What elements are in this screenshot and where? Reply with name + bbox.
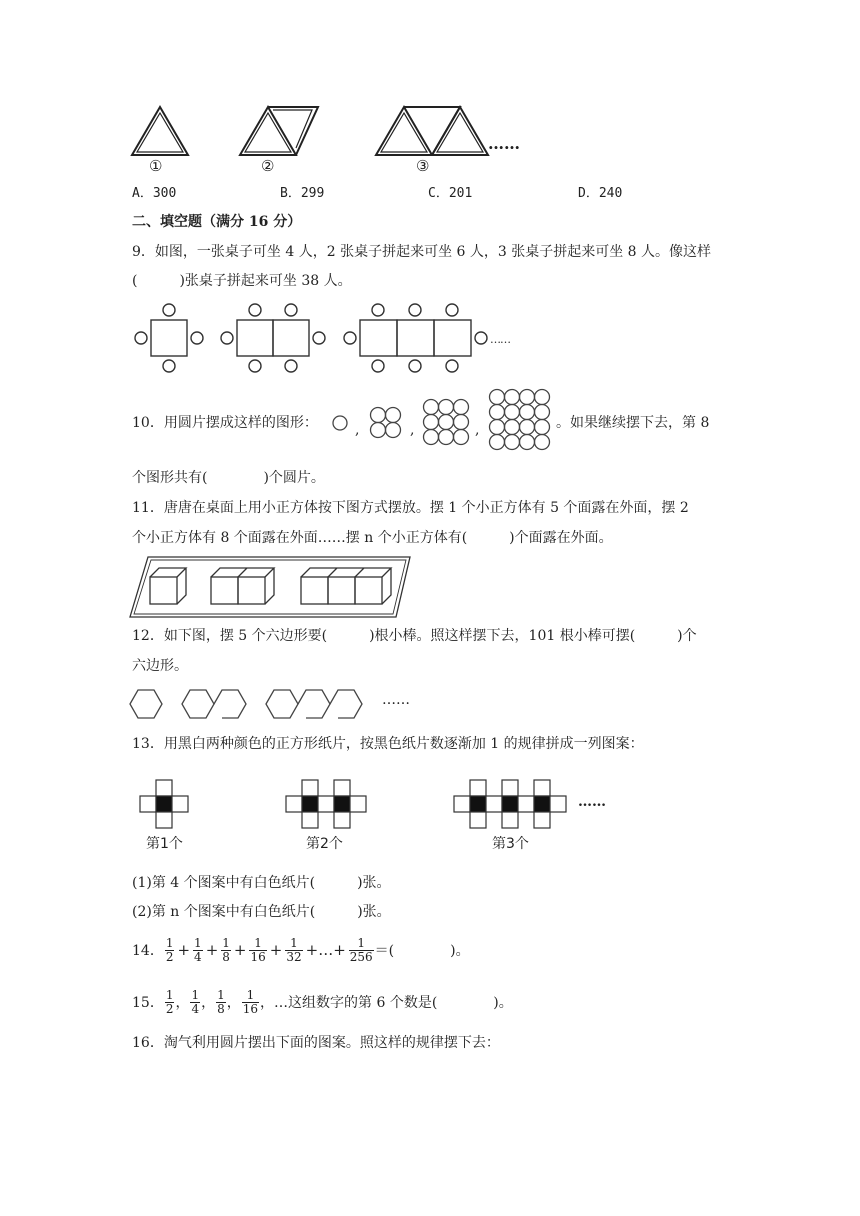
q13-ellipsis: …… [578, 794, 606, 810]
q13-sub1: (1)第 4 个图案中有白色纸片( )张。 [132, 875, 391, 891]
q14-plus-2: + [205, 941, 219, 959]
q8-figure-label-3: ③ [416, 157, 430, 175]
q14-fraction-last: $\frac{1}{256}$ [349, 935, 373, 964]
q15-sequence [132, 984, 513, 1020]
q14-cdots: +…+ [305, 941, 346, 959]
q11-cubes-figure [0, 555, 860, 625]
q14-fraction-2: $\frac{1}{4}$ [194, 935, 202, 964]
q8-figure-label-1: ① [149, 157, 163, 175]
q9-ellipsis: …… [490, 333, 510, 346]
q13-caption-1: 第1个 [146, 836, 183, 852]
q8-figure-label-2: ② [261, 157, 275, 175]
q16-line1: 16．淘气利用圆片摆出下面的图案。照这样的规律摆下去： [132, 1035, 500, 1051]
q8-option-d[interactable]: D．240 [578, 186, 623, 201]
q9-line1: 9．如图，一张桌子可坐 4 人，2 张桌子拼起来可坐 6 人，3 张桌子拼起来可坐 8 人。像这样 [132, 244, 712, 260]
q13-squares-figure [0, 778, 860, 838]
q15-fraction-3: $\frac{1}{8}$ [217, 987, 225, 1016]
q15-number: 15． [132, 995, 164, 1011]
q14-plus-1: + [177, 941, 191, 959]
q15-fraction-4: $\frac{1}{16}$ [242, 987, 259, 1016]
q12-hexagons-figure [0, 683, 860, 733]
q12-ellipsis: …… [382, 692, 410, 708]
q10-prefix: 10．用圆片摆成这样的图形： [132, 415, 318, 431]
q14-fraction-3: $\frac{1}{8}$ [222, 935, 230, 964]
q8-option-c[interactable]: C．201 [428, 186, 473, 201]
q11-line1: 11．唐唐在桌面上用小正方体按下图方式摆放。摆 1 个小正方体有 5 个面露在外面，摆 2 [132, 500, 689, 516]
q15-fraction-2: $\frac{1}{4}$ [191, 987, 200, 1016]
q11-line2: 个小正方体有 8 个面露在外面……摆 n 个小正方体有( )个面露在外面。 [132, 530, 613, 546]
q14-plus-3: + [233, 941, 247, 959]
q9-line2: ( )张桌子拼起来可坐 38 人。 [132, 273, 352, 289]
q8-option-b[interactable]: B．299 [280, 186, 325, 201]
q14-equation [132, 932, 470, 968]
q13-sub2: (2)第 n 个图案中有白色纸片( )张。 [132, 904, 391, 920]
q8-triangle-figures [0, 0, 860, 180]
q10-comma-1: , [355, 422, 360, 438]
q15-answer-blank[interactable]: ，…这组数字的第 6 个数是( )。 [260, 995, 513, 1011]
q13-caption-2: 第2个 [306, 836, 343, 852]
q12-line2: 六边形。 [132, 658, 188, 674]
q10-suffix: 。如果继续摆下去，第 8 [556, 415, 710, 431]
q14-number: 14． [132, 943, 164, 959]
q14-plus-4: + [269, 941, 283, 959]
q10-circle-figures [0, 385, 860, 465]
q14-fraction-4: $\frac{1}{16}$ [250, 935, 266, 964]
q15-fraction-1: $\frac{1}{2}$ [165, 987, 174, 1016]
q12-line1: 12．如下图，摆 5 个六边形要( )根小棒。照这样摆下去，101 根小棒可摆( )个 [132, 628, 697, 644]
q14-fraction-5: $\frac{1}{32}$ [286, 935, 302, 964]
q9-tables-figure [0, 300, 860, 380]
q10-comma-3: , [475, 422, 480, 438]
q15-sep-3: ， [226, 995, 241, 1011]
q14-answer-blank[interactable]: ＝( )。 [374, 943, 470, 959]
q13-caption-3: 第3个 [492, 836, 529, 852]
q10-comma-2: , [410, 422, 415, 438]
q14-fraction-1: $\frac{1}{2}$ [165, 935, 174, 964]
q8-option-a[interactable]: A．300 [132, 186, 177, 201]
q15-sep-1: ， [175, 995, 190, 1011]
q8-ellipsis: …… [488, 134, 520, 153]
q15-sep-2: ， [201, 995, 216, 1011]
section2-title: 二、填空题（满分 16 分） [132, 214, 302, 230]
q13-line1: 13．用黑白两种颜色的正方形纸片，按黑色纸片数逐渐加 1 的规律拼成一列图案： [132, 736, 644, 752]
q10-line2: 个图形共有( )个圆片。 [132, 470, 325, 486]
